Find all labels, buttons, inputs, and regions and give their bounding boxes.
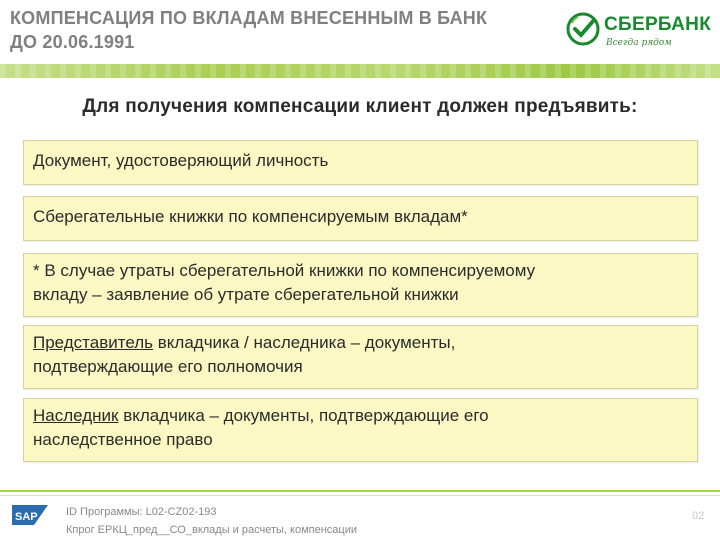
requirement-box-identity-document — [23, 140, 698, 185]
page-number: 02 — [692, 510, 705, 522]
footer-program-name: Кпрог ЕРКЦ_пред__СО_вклады и расчеты, компенсации — [66, 524, 358, 536]
slide-title-line2: ДО 20.06.1991 — [10, 32, 135, 52]
slide-title — [10, 6, 530, 54]
underlined-term: Представитель — [33, 333, 154, 352]
requirement-box-lost-book-note — [23, 253, 698, 317]
requirement-text-line2: вкладу – заявление об утрате сберегательной книжки — [33, 285, 459, 304]
footer-divider — [0, 490, 720, 492]
logo-slogan-text: Всегда рядом — [606, 38, 672, 48]
requirement-text-line1 — [33, 331, 687, 355]
requirement-box-savings-books — [23, 196, 698, 241]
requirement-text-line2: наследственное право — [33, 430, 213, 449]
requirement-text: Документ, удостоверяющий личность — [33, 151, 329, 170]
sap-logo-icon — [12, 505, 48, 525]
sberbank-logo-icon — [566, 12, 600, 46]
decorative-green-band — [0, 64, 720, 78]
sberbank-logo — [566, 12, 716, 56]
underlined-term: Наследник — [33, 406, 119, 425]
requirement-box-representative — [23, 325, 698, 389]
requirement-text-line1: * В случае утраты сберегательной книжки по компенсируемому — [33, 261, 536, 280]
requirement-text-line1 — [33, 404, 687, 428]
footer-program-id: ID Программы: L02-CZ02-193 — [66, 506, 217, 518]
logo-brand-text: СБЕРБАНК — [604, 14, 712, 35]
sap-logo-text: SAP — [15, 511, 38, 523]
requirement-text-line2: подтверждающие его полномочия — [33, 357, 303, 376]
slide-subtitle: Для получения компенсации клиент должен предъявить: — [82, 96, 638, 117]
requirement-text: Сберегательные книжки по компенсируемым вкладам* — [33, 207, 468, 226]
footer-divider-thin — [0, 495, 720, 496]
requirement-box-heir — [23, 398, 698, 462]
slide-title-line1: КОМПЕНСАЦИЯ ПО ВКЛАДАМ ВНЕСЕННЫМ В БАНК — [10, 8, 488, 28]
requirement-text-rest: вкладчика – документы, подтверждающие его — [118, 406, 489, 425]
requirement-text-rest: вкладчика / наследника – документы, — [153, 333, 456, 352]
